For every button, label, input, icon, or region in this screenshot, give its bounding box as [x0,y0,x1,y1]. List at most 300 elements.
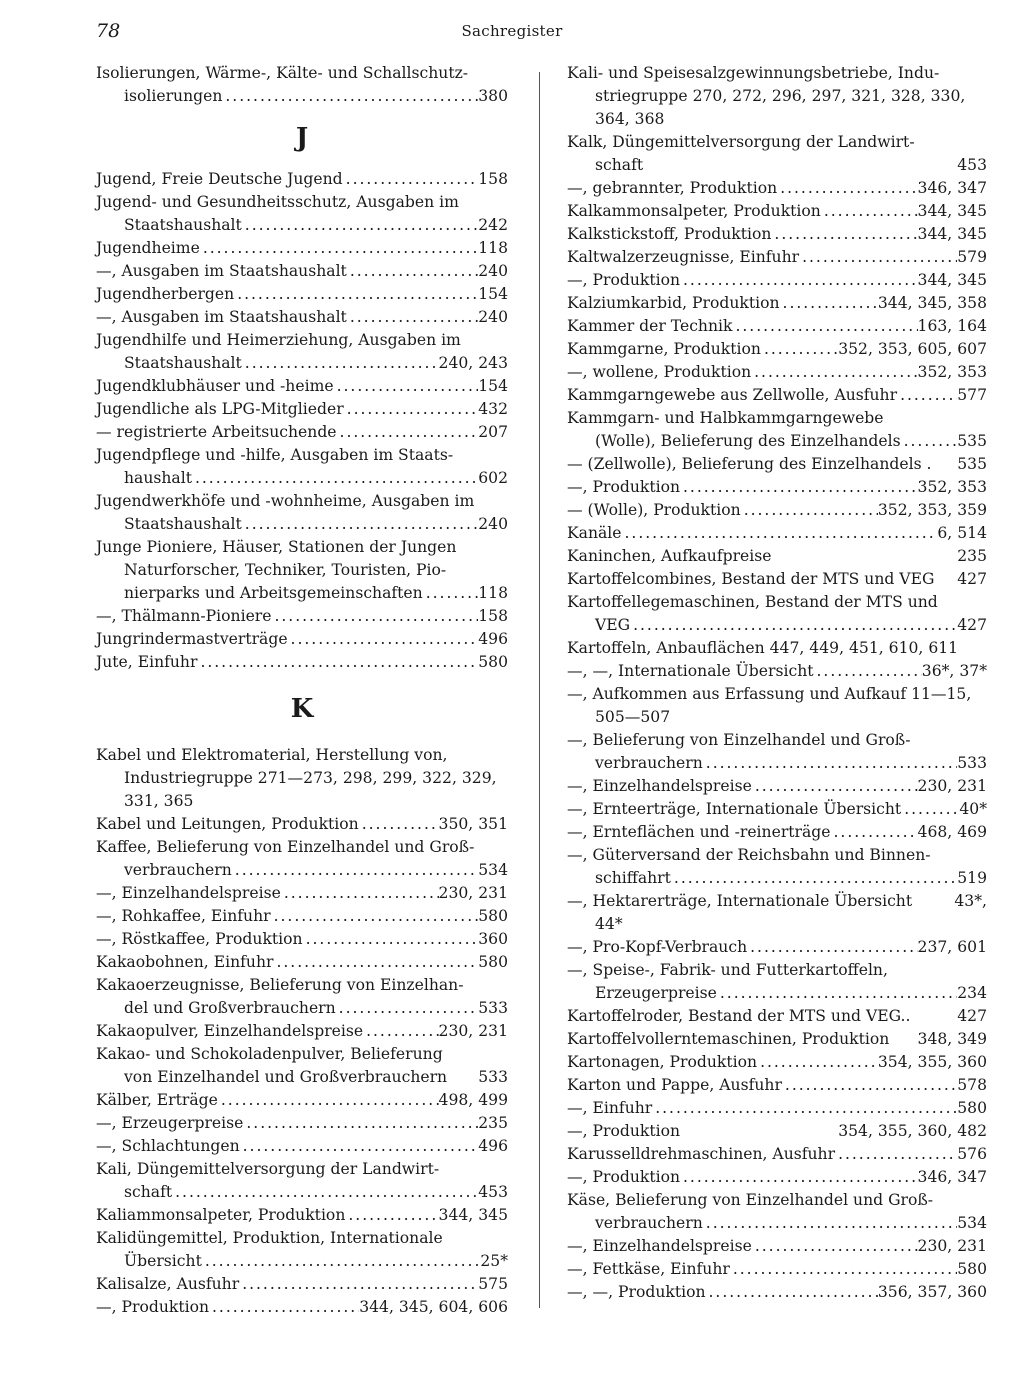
entry-text: Karton und Pappe, Ausfuhr [567,1076,782,1094]
index-entry-line [567,223,987,246]
page-reference: 163, 164 [917,317,987,335]
page-reference: 230, 231 [438,1022,508,1040]
leader-dots [423,582,479,605]
leader-dots [336,997,479,1020]
page-reference: 535 [957,432,987,450]
index-entry-line [567,85,987,108]
entry-text: —, Einzelhandelspreise [567,1237,752,1255]
entry-text: Jugendhilfe und Heimerziehung, Ausgaben im [96,331,461,349]
leader-dots [771,223,917,246]
index-entry-line [96,421,508,444]
page-reference: 240 [478,262,508,280]
entry-text: —, Produktion [96,1298,210,1316]
leader-dots [240,1135,479,1158]
leader-dots [680,476,918,499]
index-entry-line [567,1212,987,1235]
entry-text: Kalziumkarbid, Produktion [567,294,780,312]
entry-text: Kakaopulver, Einzelhandelspreise [96,1022,364,1040]
index-entry-line [567,660,987,683]
page-reference: 118 [478,239,508,257]
index-entry-line [96,1089,508,1112]
entry-text: Staatshaushalt [124,354,242,372]
entry-text: schaft [595,156,644,174]
index-entry-line [567,384,987,407]
leader-dots [288,628,479,651]
page-reference: 348, 349 [917,1030,987,1048]
index-entry-line [567,292,987,315]
index-entry-line [96,836,508,859]
leader-dots [752,775,918,798]
index-entry-line [567,430,987,453]
entry-text: Jugendwerkhöfe und -wohnheime, Ausgaben im [96,492,475,510]
index-entry-line [567,108,987,131]
running-head: Sachregister [461,22,563,40]
entry-text: Kali- und Speisesalzgewinnungsbetriebe, Indu- [567,64,940,82]
page-reference: 235 [957,547,987,565]
index-entry-line [96,398,508,421]
entry-text: Kaffee, Belieferung von Einzelhandel und Groß- [96,838,475,856]
entry-text: —, Röstkaffee, Produktion [96,930,303,948]
entry-text: Kartonagen, Produktion [567,1053,758,1071]
entry-text: Jugend, Freie Deutsche Jugend [96,170,343,188]
entry-text: striegruppe 270, 272, 296, 297, 321, 328, 330, [595,87,966,105]
page-reference: 453 [957,156,987,174]
entry-text: Kalkammonsalpeter, Produktion [567,202,821,220]
leader-dots [239,1273,478,1296]
entry-text: Jute, Einfuhr [96,653,198,671]
leader-dots [622,522,938,545]
entry-text: —, Ernteerträge, Internationale Übersicht [567,800,902,818]
page-reference: 576 [957,1145,987,1163]
page-reference: 230, 231 [917,777,987,795]
entry-text: —, Pro-Kopf-Verbrauch [567,938,748,956]
index-entry-line [96,1043,508,1066]
index-entry-line [96,467,508,490]
page-reference: 240, 243 [438,354,508,372]
index-entry-line [96,882,508,905]
index-entry-line [567,775,987,798]
leader-dots [732,315,917,338]
leader-dots [901,430,958,453]
index-entry-line [567,407,987,430]
leader-dots [780,292,878,315]
entry-text: Kakaobohnen, Einfuhr [96,953,274,971]
index-entry-line [96,605,508,628]
index-entry-line [567,1235,987,1258]
entry-text: —, Fettkäse, Einfuhr [567,1260,730,1278]
page-reference: 344, 345, 604, 606 [359,1298,508,1316]
index-entry-line [96,283,508,306]
index-entry-line [567,867,987,890]
page-reference: 235 [478,1114,508,1132]
leader-dots [172,1181,478,1204]
index-entry-line [567,476,987,499]
page-reference: 575 [478,1275,508,1293]
page-reference: 346, 347 [917,179,987,197]
entry-text: Jugendherbergen [96,285,235,303]
index-entry-line [567,637,987,660]
entry-text: —, Einfuhr [567,1099,653,1117]
index-entry-line [567,269,987,292]
index-entry-line [96,444,508,467]
page-reference: 230, 231 [438,884,508,902]
leader-dots [337,421,479,444]
leader-dots [799,246,957,269]
index-entry-line [96,1181,508,1204]
entry-text: —, Belieferung von Einzelhandel und Groß- [567,731,911,749]
leader-dots [901,798,959,821]
leader-dots [703,1212,957,1235]
entry-text: haushalt [124,469,192,487]
entry-text: Kammer der Technik [567,317,733,335]
index-entry-line [96,928,508,951]
index-entry-line [567,246,987,269]
index-entry-line [96,536,508,559]
entry-text: 505—507 [595,708,671,726]
entry-text: —, Hektarerträge, Internationale Übersicht [567,892,913,910]
index-entry-line [96,744,508,767]
index-entry-line [567,591,987,614]
leader-dots [717,982,957,1005]
page-reference: 519 [957,869,987,887]
page-reference: 344, 345 [917,225,987,243]
entry-text: —, Ausgaben im Staatshaushalt [96,262,347,280]
leader-dots [202,1250,481,1273]
page-reference: 230, 231 [917,1237,987,1255]
index-entry-line [567,844,987,867]
index-entry-line [96,1227,508,1250]
entry-text: —, Speise-, Fabrik- und Futterkartoffeln, [567,961,888,979]
entry-text: nierparks und Arbeitsgemeinschaften [124,584,423,602]
index-entry-line [567,62,987,85]
entry-text: Jugendheime [96,239,200,257]
leader-dots [757,1051,878,1074]
page-reference: 25* [480,1252,508,1270]
entry-text: Kalk, Düngemittelversorgung der Landwirt- [567,133,915,151]
leader-dots [281,882,439,905]
page-reference: 453 [478,1183,508,1201]
page-reference: 579 [957,248,987,266]
leader-dots [831,821,918,844]
index-entry-line [96,260,508,283]
entry-text: Kabel und Elektromaterial, Herstellung von, [96,746,448,764]
index-entry-line [96,214,508,237]
page-reference: 344, 345 [917,271,987,289]
index-entry-line [96,1066,508,1089]
entry-text: —, Produktion [567,271,681,289]
page-reference: 534 [478,861,508,879]
page-reference: 427 [957,570,987,588]
index-entry-line [567,1074,987,1097]
page-reference: 602 [478,469,508,487]
leader-dots [197,651,478,674]
page-reference: 240 [478,515,508,533]
page-reference: 534 [957,1214,987,1232]
leader-dots [680,1166,918,1189]
entry-text: Kammgarngewebe aus Zellwolle, Ausfuhr [567,386,898,404]
page-reference: 242 [478,216,508,234]
entry-text: verbrauchern [595,1214,703,1232]
page-reference: 352, 353 [917,363,987,381]
index-entry-line [567,568,987,591]
entry-text: VEG [595,616,631,634]
entry-text: —, Einzelhandelspreise [96,884,281,902]
index-entry-line [96,582,508,605]
index-entry-line [96,1296,508,1319]
leader-dots [752,1235,918,1258]
entry-text: Jugendklubhäuser und -heime [96,377,334,395]
index-entry-line [567,798,987,821]
entry-text: Kaliammonsalpeter, Produktion [96,1206,346,1224]
leader-dots [821,200,918,223]
entry-text: Kabel und Leitungen, Produktion [96,815,359,833]
leader-dots [303,928,479,951]
index-entry-line [96,329,508,352]
page-reference: 40* [959,800,987,818]
column-divider [539,72,540,1308]
page-reference: 354, 355, 360 [877,1053,987,1071]
page-reference: 154 [478,285,508,303]
index-entry-line [567,200,987,223]
index-entry-line [567,706,987,729]
entry-text: Kaltwalzerzeugnisse, Einfuhr [567,248,800,266]
index-entry-line [567,729,987,752]
index-entry-line [567,614,987,637]
entry-text: Kartoffeln, Anbauflächen 447, 449, 451, 610, 611 [567,639,959,657]
leader-dots [730,1258,957,1281]
page-reference: 468, 469 [917,823,987,841]
page-reference: 352, 353 [917,478,987,496]
page-reference: 533 [478,999,508,1017]
entry-text: —, —, Internationale Übersicht [567,662,814,680]
leader-dots [706,1281,878,1304]
leader-dots [232,859,478,882]
index-entry-line [567,1005,987,1028]
index-entry-line [96,237,508,260]
entry-text: Kartoffelcombines, Bestand der MTS und VEG [567,570,935,588]
entry-text: 44* [595,915,623,933]
entry-text: Kalidüngemittel, Produktion, Internationale [96,1229,443,1247]
page-reference: 234 [957,984,987,1002]
entry-text: verbrauchern [595,754,703,772]
index-entry-line [96,767,508,790]
entry-text: Staatshaushalt [124,216,242,234]
entry-text: —, Thälmann-Pioniere [96,607,272,625]
entry-text: isolierungen [124,87,223,105]
entry-text: —, Schlachtungen [96,1137,240,1155]
leader-dots [271,605,478,628]
entry-text: Erzeugerpreise [595,984,717,1002]
entry-text: —, Rohkaffee, Einfuhr [96,907,271,925]
index-entry-line [567,1166,987,1189]
leader-dots [271,905,479,928]
index-entry-line [567,1051,987,1074]
entry-text: schaft [124,1183,173,1201]
entry-text: —, Ernteflächen und -reinerträge [567,823,831,841]
entry-text: verbrauchern [124,861,232,879]
index-entry-line [96,974,508,997]
index-entry-line [567,752,987,775]
index-entry-line [96,375,508,398]
leader-dots [243,1112,478,1135]
page-reference: 6, 514 [937,524,987,542]
page-reference: 496 [478,1137,508,1155]
leader-dots [234,283,478,306]
leader-dots [218,1089,439,1112]
entry-text: Kammgarn- und Halbkammgarngewebe [567,409,884,427]
page-reference: 36*, 37* [921,662,987,680]
index-entry-line [567,821,987,844]
entry-text: Kakaoerzeugnisse, Belieferung von Einzelhan- [96,976,464,994]
entry-text: Kaninchen, Aufkaufpreise [567,547,772,565]
index-entry-line [567,154,987,177]
index-entry-line [567,1189,987,1212]
index-entry-line [96,191,508,214]
page-reference: 578 [957,1076,987,1094]
index-entry-line [96,490,508,513]
index-entry-line [96,352,508,375]
entry-text: Kanäle [567,524,622,542]
entry-text: (Wolle), Belieferung des Einzelhandels [595,432,901,450]
index-entry-line [567,499,987,522]
index-entry-line [96,62,508,85]
page-reference: 427 [957,1007,987,1025]
entry-text: Jungrindermastverträge [96,630,288,648]
entry-text: Kalkstickstoff, Produktion [567,225,772,243]
leader-dots [359,813,439,836]
index-entry-line [96,905,508,928]
entry-text: von Einzelhandel und Großverbrauchern [124,1068,448,1086]
page-reference: 352, 353, 605, 607 [838,340,987,358]
index-entry-line [567,959,987,982]
index-entry-line [96,1020,508,1043]
index-entry-line [567,1097,987,1120]
page-number: 78 [96,20,121,42]
index-entry-line [96,85,508,108]
leader-dots [345,1204,438,1227]
leader-dots [242,214,478,237]
entry-text: —, Aufkommen aus Erfassung und Aufkauf 11—15, [567,685,972,703]
page-reference: 154 [478,377,508,395]
leader-dots [814,660,922,683]
entry-text: Kali, Düngemittelversorgung der Landwirt- [96,1160,440,1178]
page-reference: 354, 355, 360, 482 [838,1122,987,1140]
leader-dots [897,384,957,407]
entry-text: —, wollene, Produktion [567,363,752,381]
leader-dots [192,467,478,490]
entry-text: Kartoffelroder, Bestand der MTS und VEG.. [567,1007,911,1025]
leader-dots [334,375,479,398]
leader-dots [671,867,957,890]
page-reference: 344, 345, 358 [877,294,987,312]
page-reference: 533 [478,1068,508,1086]
page-reference: 158 [478,607,508,625]
index-entry-line [567,1281,987,1304]
index-entry-line [96,651,508,674]
page-reference: 580 [957,1260,987,1278]
entry-text: Jugendliche als LPG-Mitglieder [96,400,344,418]
leader-dots [347,306,478,329]
index-entry-line [96,168,508,191]
entry-text: —, Einzelhandelspreise [567,777,752,795]
section-letter: K [290,694,314,724]
entry-text: Kälber, Erträge [96,1091,218,1109]
entry-text: 331, 365 [124,792,194,810]
leader-dots [680,269,918,292]
index-entry-line [567,315,987,338]
index-entry-line [96,306,508,329]
page-reference: 158 [478,170,508,188]
index-entry-line [96,1158,508,1181]
index-entry-line [96,628,508,651]
index-entry-line [96,859,508,882]
index-entry-line [96,813,508,836]
page-reference: 344, 345 [917,202,987,220]
page-reference: 533 [957,754,987,772]
index-entry-line [96,1112,508,1135]
index-entry-line [96,559,508,582]
index-entry-line [567,936,987,959]
page-reference: 580 [478,907,508,925]
leader-dots [747,936,917,959]
entry-text: —, Produktion [567,478,681,496]
leader-dots [273,951,478,974]
leader-dots [782,1074,957,1097]
page-reference: 496 [478,630,508,648]
leader-dots [630,614,957,637]
leader-dots [200,237,478,260]
entry-text: Jugendpflege und -hilfe, Ausgaben im Staats- [96,446,454,464]
entry-text: Karusselldrehmaschinen, Ausfuhr [567,1145,836,1163]
page-reference: 432 [478,400,508,418]
entry-text: Staatshaushalt [124,515,242,533]
index-entry-line [567,982,987,1005]
leader-dots [751,361,917,384]
index-entry-line [567,131,987,154]
index-entry-line [96,997,508,1020]
page-reference: 577 [957,386,987,404]
index-entry-line [96,951,508,974]
leader-dots [347,260,478,283]
entry-text: Kammgarne, Produktion [567,340,761,358]
page-reference: 380 [478,87,508,105]
index-entry-line [567,890,987,913]
entry-text: Junge Pioniere, Häuser, Stationen der Jungen [96,538,457,556]
entry-text: —, —, Produktion [567,1283,706,1301]
page-reference: 360 [478,930,508,948]
leader-dots [777,177,917,200]
entry-text: — (Zellwolle), Belieferung des Einzelhandels . [567,455,932,473]
entry-text: Kakao- und Schokoladenpulver, Belieferung [96,1045,443,1063]
index-entry-line [567,683,987,706]
index-entry-line [96,790,508,813]
leader-dots [703,752,957,775]
entry-text: Jugend- und Gesundheitsschutz, Ausgaben im [96,193,459,211]
index-entry-line [96,1273,508,1296]
entry-text: Industriegruppe 271—273, 298, 299, 322, 329, [124,769,497,787]
leader-dots [761,338,838,361]
section-letter: J [295,123,309,153]
entry-text: —, gebrannter, Produktion [567,179,778,197]
page-reference: 580 [478,953,508,971]
entry-text: —, Güterversand der Reichsbahn und Binnen- [567,846,931,864]
page-reference: 498, 499 [438,1091,508,1109]
index-entry-line [567,177,987,200]
entry-text: Kalisalze, Ausfuhr [96,1275,240,1293]
index-column-left [96,62,508,1319]
index-entry-line [567,1258,987,1281]
entry-text: — (Wolle), Produktion [567,501,741,519]
